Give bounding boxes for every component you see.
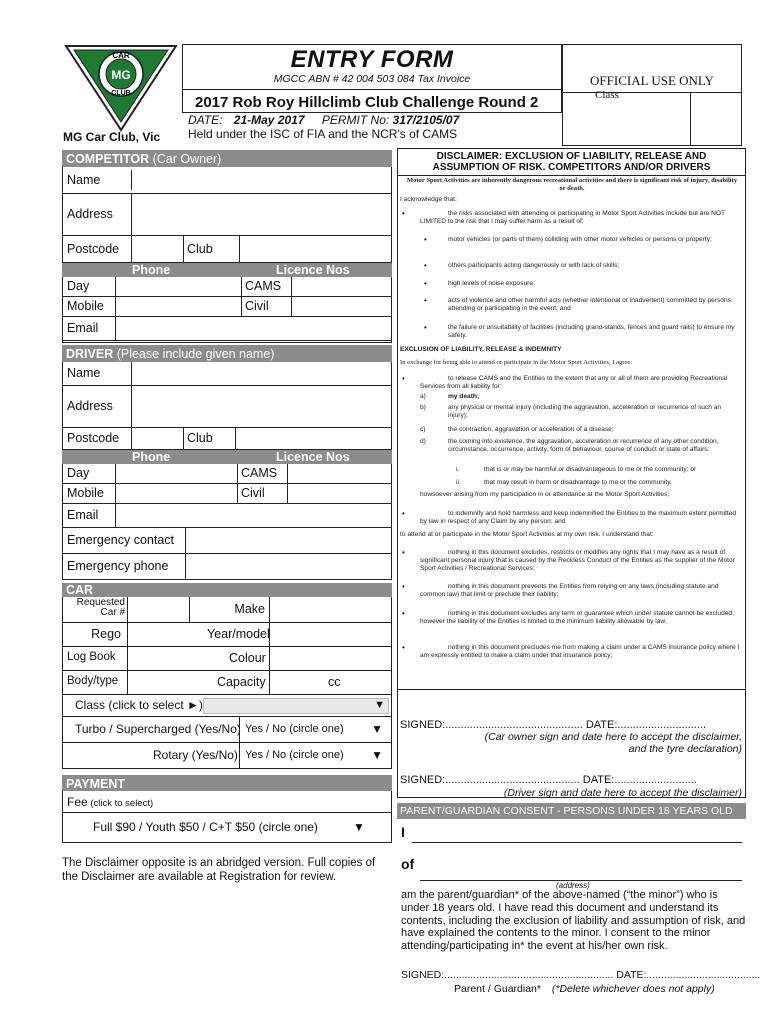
owner-signature-line[interactable]: SIGNED:............................................. DATE:............................. bbox=[400, 719, 707, 731]
emergency-phone-label: Emergency phone bbox=[67, 559, 169, 573]
release-item-ii: that may result in harm or disadvantage to me or the community, bbox=[484, 479, 672, 486]
form-subtitle: MGCC ABN # 42 004 503 084 Tax Invoice bbox=[273, 73, 471, 85]
competitor-postcode-field[interactable] bbox=[131, 236, 183, 263]
disclaimer-note: The Disclaimer opposite is an abridged version. Full copies of the Disclaimer are available at Registration for review. bbox=[62, 857, 376, 883]
address-caption: (address) bbox=[556, 881, 590, 890]
driver-phone-heading: Phone bbox=[132, 450, 171, 464]
driver-club-label: Club bbox=[187, 431, 213, 445]
colour-label: Colour bbox=[229, 651, 266, 665]
driver-phone-licence-bar bbox=[62, 450, 392, 464]
disclaimer-body: Motor Sport Activities are inherently dangerous recreational activities and there is significant risk of injury, disability or death. I acknowledge that: • the risks associated with attending or participating in Motor Sport Activities include but are NOT LIMITED to the risk that I may suffer harm as a result of: • motor vehicles (or parts of them) colliding with other motor vehicles or persons or property; • others participants acting dangerously or with lack of skills; • high levels of noise exposure; • acts of violence and other harmful acts (whether intentional or inadvertent) committed by persons attending or participating in the event; and • the failure or unsuitability of facilities (including grand-stands, fences and guard rails) to ensure my safety. EXCLUSION OF LIABILITY, RELEASE & INDEMNITY In exchange for being able to attend or participate in the Motor Sport Activities, I agree: • to release CAMS and the Entities to the extent that any or all of them are providing Recreational Services from all liability for: a) my death; b) any physical or mental injury (including the aggravation, acceleration or recurrence of such an injury); c) the contraction, aggravation or acceleration of a disease; d) the coming into existence, the aggravation, acceleration or recurrence of any other condition, circumstance, occurrence, activity, form of behaviour, course of conduct or state of affairs: i. that is or may be harmful or disadvantageous to me or the community; or ii. that may result in harm or disadvantage to me or the community, howsoever arising from my participation in or attendance at the Motor Sport Activities; • to indemnify and hold harmless and keep indemnified the Entities to the maximum extent permitted by law in respect of any Claim by any person; and to attend at or participate in the Motor Sport Activities at my own risk. I understand that: • nothing in this document excludes, restricts or modifies any rights that I may have as a result of significant personal injury that is caused by the Reckless Conduct of the Entities as the supplier of the Motor Sport Activities / Recreational Services; • nothing in this document prevents the Entities from relying on any laws (including statute and common law) that limit or preclude their liability; • nothing in this document excludes any term or guarantee which under statute cannot be excluded; however the liability of the Entities is limited to the minimum liability allowable by law; • nothing in this document precludes me from making a claim under a CAMS insurance policy where I am expressly entitled to make a claim under that insurance policy; bbox=[397, 176, 746, 690]
laws-paragraph: nothing in this document prevents the Entities from relying on any laws (including statute and common law) that limit or preclude their liability; bbox=[420, 583, 719, 598]
competitor-day-field[interactable] bbox=[115, 277, 241, 297]
disclaimer-intro: Motor Sport Activities are inherently dangerous recreational activities and there is significant risk of injury, disability or death. bbox=[406, 177, 738, 192]
driver-name-field[interactable] bbox=[131, 362, 393, 386]
guardian-footer-label: Parent / Guardian* bbox=[454, 983, 541, 995]
capacity-label: Capacity bbox=[217, 675, 266, 689]
competitor-name-row bbox=[62, 167, 392, 194]
make-field[interactable] bbox=[269, 597, 393, 623]
indemnify-paragraph: to indemnify and hold harmless and keep indemnified the Entities to the maximum extent permitted by law in respect of any Claim by any person; and bbox=[420, 510, 737, 525]
chevron-down-icon: ▼ bbox=[374, 699, 385, 711]
driver-address-field[interactable] bbox=[131, 386, 393, 428]
held-under: Held under the ISC of FIA and the NCR's of CAMS bbox=[188, 127, 458, 141]
driver-email-label: Email bbox=[67, 508, 99, 522]
class-select-row bbox=[62, 695, 392, 717]
fee-select[interactable] bbox=[62, 813, 392, 843]
driver-address-row bbox=[62, 386, 392, 428]
driver-name-row bbox=[62, 362, 392, 386]
emergency-phone-row bbox=[62, 554, 392, 580]
year-model-label: Year/model bbox=[207, 627, 270, 641]
risk-item-5: the failure or unsuitability of facilities (including grand-stands, fences and guard rails) to ensure my safety. bbox=[448, 324, 735, 339]
log-book-label: Log Book bbox=[67, 651, 116, 663]
howsoever-line: howsoever arising from my participation in or attendance at the Motor Sport Activities; bbox=[420, 491, 670, 498]
car-row-2 bbox=[62, 623, 392, 647]
competitor-club-label: Club bbox=[187, 242, 213, 256]
competitor-cams-field[interactable] bbox=[291, 277, 393, 297]
official-use-box bbox=[562, 44, 742, 146]
competitor-phone-licence-bar bbox=[62, 263, 392, 277]
acknowledge-line: I acknowledge that: bbox=[400, 196, 457, 203]
competitor-name-field[interactable] bbox=[131, 170, 387, 190]
release-paragraph: to release CAMS and the Entities to the extent that any or all of them are providing Recreational Services from all liability for: bbox=[420, 375, 728, 390]
driver-mobile-field[interactable] bbox=[115, 484, 237, 504]
exclusion-heading: EXCLUSION OF LIABILITY, RELEASE & INDEMNITY bbox=[400, 346, 562, 353]
competitor-day-label: Day bbox=[67, 279, 90, 293]
guardian-name-field[interactable] bbox=[412, 842, 742, 843]
competitor-civil-label: Civil bbox=[245, 299, 269, 313]
payment-heading: PAYMENT bbox=[62, 775, 392, 791]
guarantee-paragraph: nothing in this document excludes any term or guarantee which under statute cannot be excluded; however the liability of the Entities is limited to the minimum liability allowable by law; bbox=[420, 610, 734, 625]
rotary-label: Rotary (Yes/No) bbox=[153, 748, 238, 762]
guardian-consent-text: am the parent/guardian* of the above-named (“the minor”) who is under 18 years old. I have read this document and understand its contents, including the exclusion of liability and assumption of risk, and have explained the contents to the minor. I consent to the minor attending/participating in* the event at his/her own risk. bbox=[401, 889, 746, 953]
guardian-heading: PARENT/GUARDIAN CONSENT - PERSONS UNDER 18 YEARS OLD bbox=[397, 803, 746, 819]
car-row-4 bbox=[62, 671, 392, 695]
insurance-paragraph: nothing in this document precludes me from making a claim under a CAMS insurance policy where I am expressly entitled to make a claim under that insurance policy; bbox=[420, 644, 740, 659]
logo-mid-text: MG bbox=[111, 68, 131, 82]
risk-item-3: high levels of noise exposure; bbox=[448, 280, 535, 287]
fee-label: Fee (click to select) bbox=[67, 795, 154, 809]
competitor-phone-heading: Phone bbox=[132, 263, 171, 277]
competitor-civil-field[interactable] bbox=[291, 297, 393, 317]
requested-label: Requested bbox=[76, 597, 125, 608]
owner-signature-note-2: and the tyre declaration) bbox=[628, 743, 742, 755]
driver-civil-label: Civil bbox=[241, 486, 265, 500]
driver-day-label: Day bbox=[67, 466, 90, 480]
car-row-3 bbox=[62, 647, 392, 671]
competitor-address-label: Address bbox=[67, 207, 113, 221]
driver-mobile-row bbox=[62, 484, 392, 504]
driver-email-field[interactable] bbox=[115, 504, 393, 528]
driver-civil-field[interactable] bbox=[287, 484, 393, 504]
rotary-select[interactable] bbox=[239, 743, 393, 769]
form-title: ENTRY FORM bbox=[290, 46, 454, 73]
year-model-field[interactable] bbox=[269, 623, 393, 647]
logo-top-text: CAR bbox=[112, 51, 130, 60]
disclaimer-heading bbox=[397, 148, 746, 176]
logo-bottom-text: CLUB bbox=[111, 90, 131, 97]
risk-item-4: acts of violence and other harmful acts (whether intentional or inadvertent) committed by persons attending or participating in the event; and bbox=[448, 297, 731, 312]
driver-licence-heading: Licence Nos bbox=[276, 450, 350, 464]
driver-cams-label: CAMS bbox=[241, 466, 278, 480]
date-label: DATE: bbox=[188, 113, 223, 127]
competitor-address-row bbox=[62, 194, 392, 236]
class-dropdown[interactable] bbox=[203, 698, 389, 714]
guardian-footer bbox=[454, 983, 715, 995]
emergency-contact-field[interactable] bbox=[185, 528, 393, 554]
driver-postcode-label: Postcode bbox=[67, 431, 120, 445]
competitor-email-field[interactable] bbox=[115, 317, 393, 341]
competitor-club-field[interactable] bbox=[239, 236, 393, 263]
driver-postcode-row bbox=[62, 428, 392, 450]
emergency-contact-row bbox=[62, 528, 392, 554]
rego-field[interactable] bbox=[127, 623, 189, 647]
cc-unit: cc bbox=[328, 675, 341, 689]
own-risk-line: to attend at or participate in the Motor Sport Activities at my own risk. I understand that: bbox=[400, 531, 654, 538]
official-use-label: OFFICIAL USE ONLY bbox=[590, 73, 714, 88]
title-box bbox=[182, 44, 562, 89]
competitor-mobile-row bbox=[62, 297, 392, 317]
competitor-postcode-row bbox=[62, 236, 392, 263]
driver-signature-line[interactable]: SIGNED:............................................ DATE:........................... bbox=[400, 774, 697, 786]
driver-signature-note: (Driver sign and date here to accept the disclaimer) bbox=[503, 787, 742, 799]
risk-item-1: motor vehicles (or parts of them) colliding with other motor vehicles or persons or property; bbox=[448, 236, 712, 243]
competitor-licence-heading: Licence Nos bbox=[276, 263, 350, 277]
club-name: MG Car Club, Vic bbox=[63, 130, 161, 144]
guardian-footer-note: (*Delete whichever does not apply) bbox=[551, 983, 715, 995]
turbo-label: Turbo / Supercharged (Yes/No) bbox=[75, 722, 241, 736]
driver-cams-field[interactable] bbox=[287, 464, 393, 484]
guardian-i-label: I bbox=[401, 824, 405, 840]
car-number-label: Car # bbox=[100, 607, 125, 618]
emergency-contact-label: Emergency contact bbox=[67, 533, 174, 547]
competitor-heading: COMPETITOR (Car Owner) bbox=[62, 150, 392, 167]
driver-day-row bbox=[62, 464, 392, 484]
driver-email-row bbox=[62, 504, 392, 528]
release-item-a: my death; bbox=[448, 393, 480, 400]
rego-label: Rego bbox=[91, 627, 121, 641]
release-item-b: any physical or mental injury (including the aggravation, acceleration or recurrence of such an injury); bbox=[448, 404, 722, 419]
rotary-value: Yes / No (circle one) bbox=[245, 749, 344, 761]
fee-row bbox=[62, 791, 392, 813]
turbo-row bbox=[62, 717, 392, 743]
rights-paragraph: nothing in this document excludes, restricts or modifies any rights that I may have as a result of significant personal injury that is caused by the Reckless Conduct of the Entities as the supplier of the Motor Sport Activities / Recreational Services; bbox=[420, 549, 735, 572]
release-item-c: the contraction, aggravation or acceleration of a disease; bbox=[448, 426, 614, 433]
class-label: Class bbox=[595, 89, 619, 101]
log-book-field[interactable] bbox=[127, 647, 189, 671]
competitor-mobile-label: Mobile bbox=[67, 299, 104, 313]
driver-day-field[interactable] bbox=[115, 464, 237, 484]
competitor-email-row bbox=[62, 317, 392, 341]
body-type-label: Body/type bbox=[67, 675, 119, 687]
driver-heading: DRIVER (Please include given name) bbox=[62, 345, 392, 362]
date-line bbox=[188, 113, 459, 127]
driver-postcode-field[interactable] bbox=[131, 428, 183, 450]
fee-value: Full $90 / Youth $50 / C+T $50 (circle one) bbox=[93, 820, 318, 834]
turbo-value: Yes / No (circle one) bbox=[245, 723, 344, 735]
event-round: 2017 Rob Roy Hillclimb Club Challenge Round 2 bbox=[182, 89, 562, 113]
risk-paragraph: the risks associated with attending or participating in Motor Sport Activities include but are NOT LIMITED to the risk that I may suffer harm as a result of: bbox=[420, 210, 725, 225]
competitor-address-field[interactable] bbox=[131, 194, 393, 236]
driver-club-field[interactable] bbox=[235, 428, 393, 450]
chevron-down-icon: ▼ bbox=[371, 722, 383, 736]
risk-item-2: others participants acting dangerously or with lack of skills; bbox=[448, 262, 620, 269]
release-item-i: that is or may be harmful or disadvantageous to me or the community; or bbox=[484, 466, 697, 473]
competitor-postcode-label: Postcode bbox=[67, 242, 120, 256]
competitor-day-row bbox=[62, 277, 392, 297]
permit-value: 317/2105/07 bbox=[392, 113, 460, 127]
make-label: Make bbox=[234, 602, 265, 616]
car-heading: CAR bbox=[62, 583, 392, 597]
date-value: 21-May 2017 bbox=[233, 113, 305, 127]
owner-signature-note-1: (Car owner sign and date here to accept the disclaimer, bbox=[484, 731, 742, 743]
emergency-phone-field[interactable] bbox=[185, 554, 393, 580]
driver-mobile-label: Mobile bbox=[67, 486, 104, 500]
competitor-cams-label: CAMS bbox=[245, 279, 282, 293]
competitor-email-label: Email bbox=[67, 321, 99, 335]
guardian-signature-line[interactable]: SIGNED:.......................................................... DATE:....................................... bbox=[401, 969, 761, 981]
release-item-d: the coming into existence, the aggravation, acceleration or recurrence of any other condition, circumstance, occurrence, activity, form of behaviour, course of conduct or state of affairs: bbox=[448, 438, 719, 453]
colour-field[interactable] bbox=[269, 647, 393, 671]
permit-label: PERMIT No: bbox=[321, 113, 390, 127]
chevron-down-icon: ▼ bbox=[353, 820, 365, 834]
body-type-field[interactable] bbox=[127, 671, 189, 695]
competitor-name-label: Name bbox=[67, 173, 101, 187]
car-number-field[interactable] bbox=[127, 597, 189, 623]
rotary-row bbox=[62, 743, 392, 769]
turbo-select[interactable] bbox=[239, 717, 393, 743]
class-select-label: Class (click to select ►) bbox=[75, 698, 203, 712]
exchange-line: In exchange for being able to attend or participate in the Motor Sport Activities, I agree: bbox=[400, 359, 633, 366]
driver-address-label: Address bbox=[67, 399, 113, 413]
guardian-of-label: of bbox=[401, 856, 415, 872]
car-row-1 bbox=[62, 597, 392, 623]
driver-name-label: Name bbox=[67, 366, 101, 380]
disclaimer-heading-2: ASSUMPTION OF RISK. COMPETITORS AND/OR DRIVERS bbox=[432, 162, 711, 173]
competitor-mobile-field[interactable] bbox=[115, 297, 241, 317]
chevron-down-icon: ▼ bbox=[371, 748, 383, 762]
disclaimer-heading-1: DISCLAIMER: EXCLUSION OF LIABILITY, RELEASE AND bbox=[436, 151, 707, 162]
capacity-field[interactable] bbox=[269, 671, 393, 695]
